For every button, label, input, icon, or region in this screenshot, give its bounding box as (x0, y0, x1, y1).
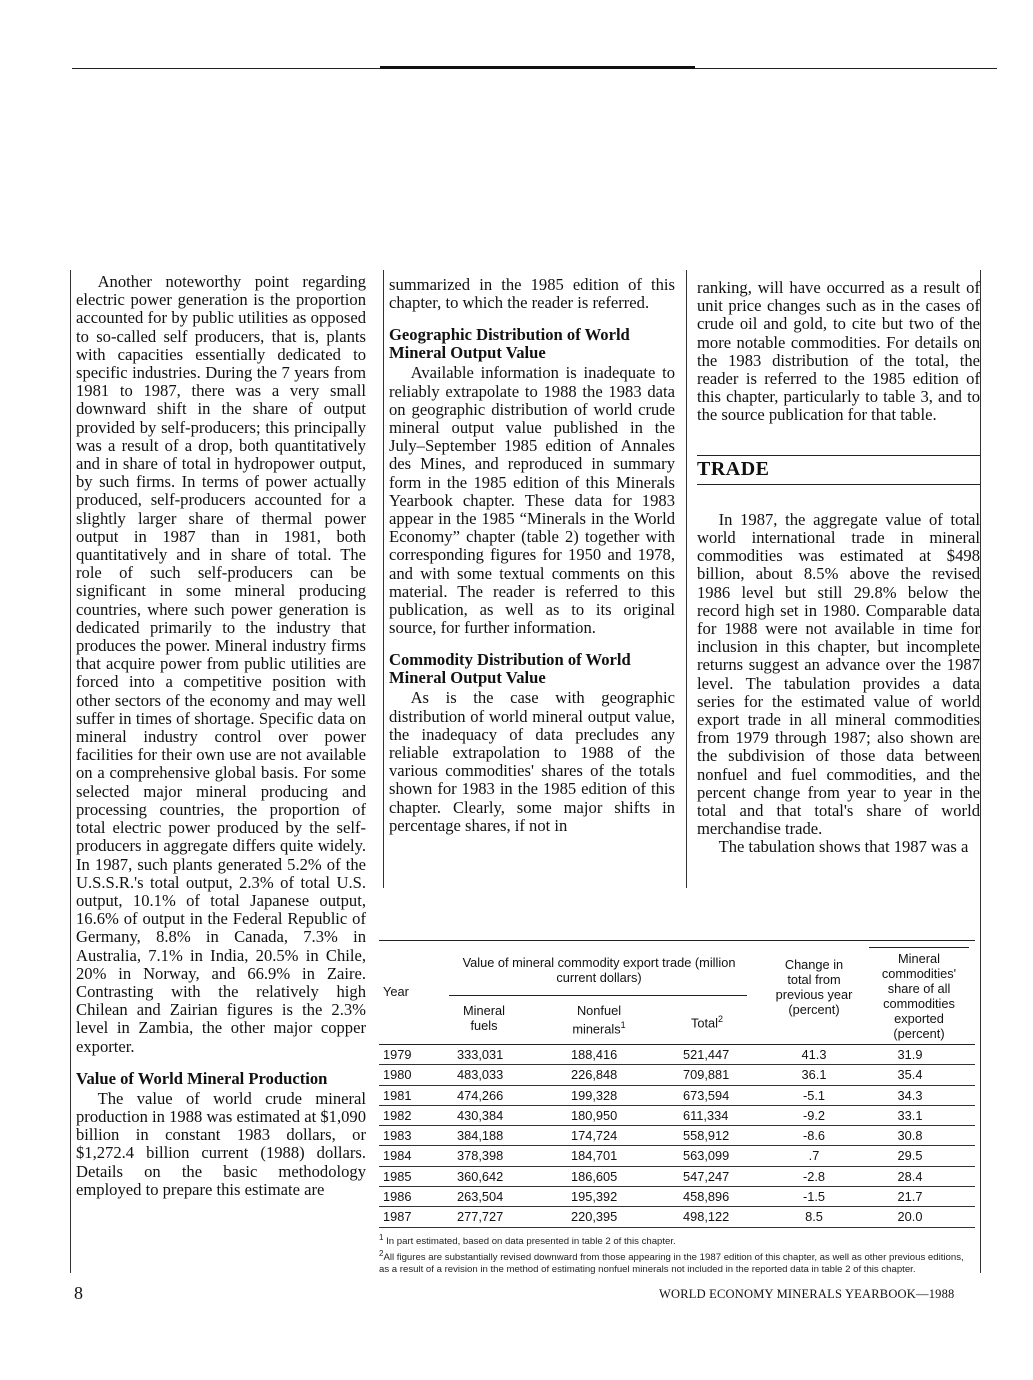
cell-change: -2.8 (802, 1168, 826, 1184)
cell-total: 521,447 (683, 1047, 730, 1062)
cell-share: 29.5 (897, 1148, 923, 1164)
cell-nonfuel: 180,950 (571, 1107, 618, 1123)
table-row (379, 1207, 975, 1227)
header-value-group: Value of mineral commodity export trade (million current dollars) (462, 955, 736, 985)
cell-share: 20.0 (897, 1209, 923, 1225)
header-year: Year (383, 984, 409, 999)
cell-change: -9.2 (802, 1107, 826, 1123)
cell-total: 547,247 (683, 1168, 730, 1184)
cell-total: 611,334 (683, 1107, 729, 1123)
cell-year: 1985 (383, 1168, 412, 1184)
cell-fuels: 333,031 (457, 1047, 504, 1062)
cell-total: 673,594 (683, 1087, 730, 1103)
cell-share: 35.4 (897, 1067, 923, 1083)
header-group-rule (449, 995, 747, 996)
trade-rule-top (697, 455, 980, 456)
cell-fuels: 430,384 (457, 1107, 504, 1123)
cell-total: 558,912 (683, 1128, 730, 1144)
paragraph-continued: summarized in the 1985 edition of this chapter, to which the reader is referred. (389, 275, 675, 313)
cell-nonfuel: 195,392 (571, 1189, 618, 1205)
table-row (379, 1086, 975, 1106)
top-rule-accent (380, 66, 695, 69)
paragraph-tabulation: The tabulation shows that 1987 was a (718, 837, 969, 857)
cell-nonfuel: 188,416 (571, 1047, 618, 1062)
header-total: Total$^2$ (690, 1014, 724, 1031)
header-change: Change in total from previous year (percent) (775, 957, 853, 1017)
cell-change: -5.1 (802, 1087, 826, 1103)
table-row (379, 1106, 975, 1126)
cell-total: 458,896 (683, 1189, 730, 1205)
column-divider-left (70, 270, 71, 1273)
cell-nonfuel: 226,848 (571, 1067, 618, 1083)
table-row (379, 1045, 975, 1065)
cell-change: -1.5 (802, 1189, 826, 1205)
column-divider-2 (686, 270, 687, 888)
cell-total: 709,881 (683, 1067, 730, 1083)
table-body (379, 1045, 975, 1228)
table-row (379, 1146, 975, 1166)
cell-share: 31.9 (897, 1047, 923, 1062)
cell-nonfuel: 184,701 (571, 1148, 618, 1164)
cell-total: 563,099 (683, 1148, 730, 1164)
cell-share: 34.3 (897, 1087, 923, 1103)
table-row (379, 1065, 975, 1085)
cell-year: 1983 (383, 1128, 412, 1144)
cell-change: 8.5 (805, 1209, 823, 1225)
paragraph-trade: In 1987, the aggregate value of total world international trade in mineral commodities was estimated at $498 billion, about 8.5% above the revised 1986 level but still 29.8% below the record high set in 1980. Comparable data for 1988 were not available in time for inclusion in this chapter, but incomplete returns suggest an advance over the 1987 level. The tabulation provides a data series for the estimated value of world export trade in all mineral commodities from 1979 through 1987; also shown are the subdivision of those data between nonfuel and fuel commodities, and the percent change from year to year in the total and that total's share of world merchandise trade. (697, 509, 980, 839)
section-title-trade: TRADE (697, 457, 770, 480)
cell-change: .7 (808, 1148, 820, 1164)
cell-nonfuel: 220,395 (571, 1209, 618, 1225)
cell-fuels: 263,504 (457, 1189, 504, 1205)
cell-nonfuel: 199,328 (571, 1087, 618, 1103)
heading-geographic-distribution: Geographic Distribution of World Mineral Output Value (389, 325, 630, 363)
table-footnotes (379, 1232, 975, 1276)
text-column-3 (697, 279, 980, 857)
header-mineral-fuels: Mineral fuels (463, 1003, 505, 1033)
heading-commodity-distribution: Commodity Distribution of World Mineral Output Value (389, 650, 631, 688)
cell-fuels: 277,727 (457, 1209, 504, 1225)
footnote-2: $^2$All figures are substantially revised downward from those appearing in the 1987 edition of this chapter, as well as other previous editions, as a result of a revision in the method of estimating nonfuel minerals not included in the reported data in table 2 of this chapter. (379, 1248, 964, 1276)
cell-year: 1987 (383, 1209, 412, 1225)
cell-fuels: 360,642 (457, 1168, 504, 1184)
cell-year: 1980 (383, 1067, 412, 1083)
cell-fuels: 384,188 (457, 1128, 504, 1144)
cell-share: 30.8 (897, 1128, 923, 1144)
paragraph-commodity: As is the case with geographic distribution of world mineral output value, the inadequacy of data precludes any reliable extrapolation to 1988 of the various commodities' shares of the totals shown for 1983 in the 1985 edition of this chapter. Clearly, some major shifts in percentage shares, if not in (389, 688, 675, 835)
paragraph-self-producers: Another noteworthy point regarding electric power generation is the proportion accounted for by public utilities as opposed to so-called self producers, that is, plants with capacities essentially dedicated to specific industries. During the 7 years from 1981 to 1987, there was a very small downward shift in the share of output provided by self-producers; this principally was a result of a drop, both quantitatively and in share of total in hydropower output, by such firms. In terms of power actually produced, self-producers accounted for a slightly larger share of thermal power output in 1987 than in 1981, both quantitatively and in share of total. The role of such self-producers can be significant in some mineral producing countries, where such power generation is dedicated primarily to the industry that produces the power. Mineral industry firms that acquire power from public utilities are forced into a competitive position with other sectors of the economy and may well suffer in times of shortage. Specific data on mineral industry control over power facilities for their own use are not available on a comprehensive global basis. For some selected major mineral producing and processing countries, the proportion of total electric power produced by the self-producers in aggregate differs quite widely. In 1987, such plants generated 5.2% of the U.S.S.R.'s total output, 2.3% of total U.S. output, 10.1% of total Japanese output, 16.6% of output in the Federal Republic of Germany, 8.8% in Canada, 7.3% in Australia, 7.1% in India, 20.5% in Chile, 20% in Norway, and 66.9% in Zaire. Contrasting with the relatively high Chilean and Zairian figures is the 2.3% level in Zambia, the other major copper exporter. (76, 272, 366, 1056)
paragraph-value-production: The value of world crude mineral production in 1988 was estimated at $1,090 billion in constant 1983 dollars, or $1,272.4 billion current (1988) dollars. Details on the basic methodology employed to prepare this estimate are (76, 1088, 366, 1199)
column-divider-right (980, 270, 981, 1273)
cell-year: 1986 (383, 1189, 412, 1205)
cell-total: 498,122 (683, 1209, 730, 1225)
heading-value-world-mineral-production: Value of World Mineral Production (76, 1068, 328, 1088)
cell-share: 21.7 (897, 1189, 923, 1205)
cell-fuels: 483,033 (457, 1067, 504, 1083)
paragraph-ranking: ranking, will have occurred as a result of unit price changes such as in the cases of crude oil and gold, to cite but two of the more notable commodities. For details on the 1983 distribution of the total, the reader is referred to the 1985 edition of this chapter, particularly to table 3, and to the source publication for that table. (697, 278, 980, 425)
table-row (379, 1187, 975, 1207)
cell-year: 1984 (383, 1148, 412, 1164)
cell-fuels: 474,266 (457, 1087, 504, 1103)
cell-share: 33.1 (897, 1107, 923, 1123)
header-share: Mineral commodities' share of all commodities exported (percent) (881, 951, 957, 1041)
table-row (379, 1126, 975, 1146)
cell-year: 1981 (383, 1087, 412, 1103)
trade-rule-bottom (697, 484, 980, 485)
header-nonfuel-minerals: Nonfuel minerals$^1$ (572, 1003, 626, 1037)
footnote-1: $^1$ In part estimated, based on data presented in table 2 of this chapter. (379, 1232, 676, 1247)
text-column-1 (76, 273, 366, 1199)
text-column-2 (389, 276, 675, 835)
table-row (379, 1167, 975, 1187)
cell-fuels: 378,398 (457, 1148, 504, 1164)
cell-year: 1982 (383, 1107, 412, 1123)
running-title: WORLD ECONOMY MINERALS YEARBOOK—1988 (659, 1287, 955, 1301)
export-trade-table (379, 940, 975, 1276)
cell-share: 28.4 (897, 1168, 923, 1184)
header-share-rule (869, 947, 969, 948)
cell-change: 41.3 (801, 1047, 827, 1062)
column-divider-1 (383, 270, 384, 888)
table-header (379, 941, 975, 1044)
cell-change: 36.1 (801, 1067, 827, 1083)
cell-nonfuel: 174,724 (571, 1128, 618, 1144)
page-number: 8 (74, 1283, 83, 1303)
cell-change: -8.6 (802, 1128, 826, 1144)
paragraph-geographic: Available information is inadequate to reliably extrapolate to 1988 the 1983 data on geographic distribution of world crude mineral output value published in the July–September 1985 edition of Annales des Mines, and reproduced in summary form in the 1985 edition of this Minerals Yearbook chapter. These data for 1983 appear in the 1985 “Minerals in the World Economy” chapter (table 2) together with corresponding figures for 1950 and 1978, and with some textual comments on this material. The reader is referred to this publication, as well as to its original source, for further information. (389, 363, 675, 638)
cell-nonfuel: 186,605 (571, 1168, 618, 1184)
cell-year: 1979 (383, 1047, 412, 1062)
